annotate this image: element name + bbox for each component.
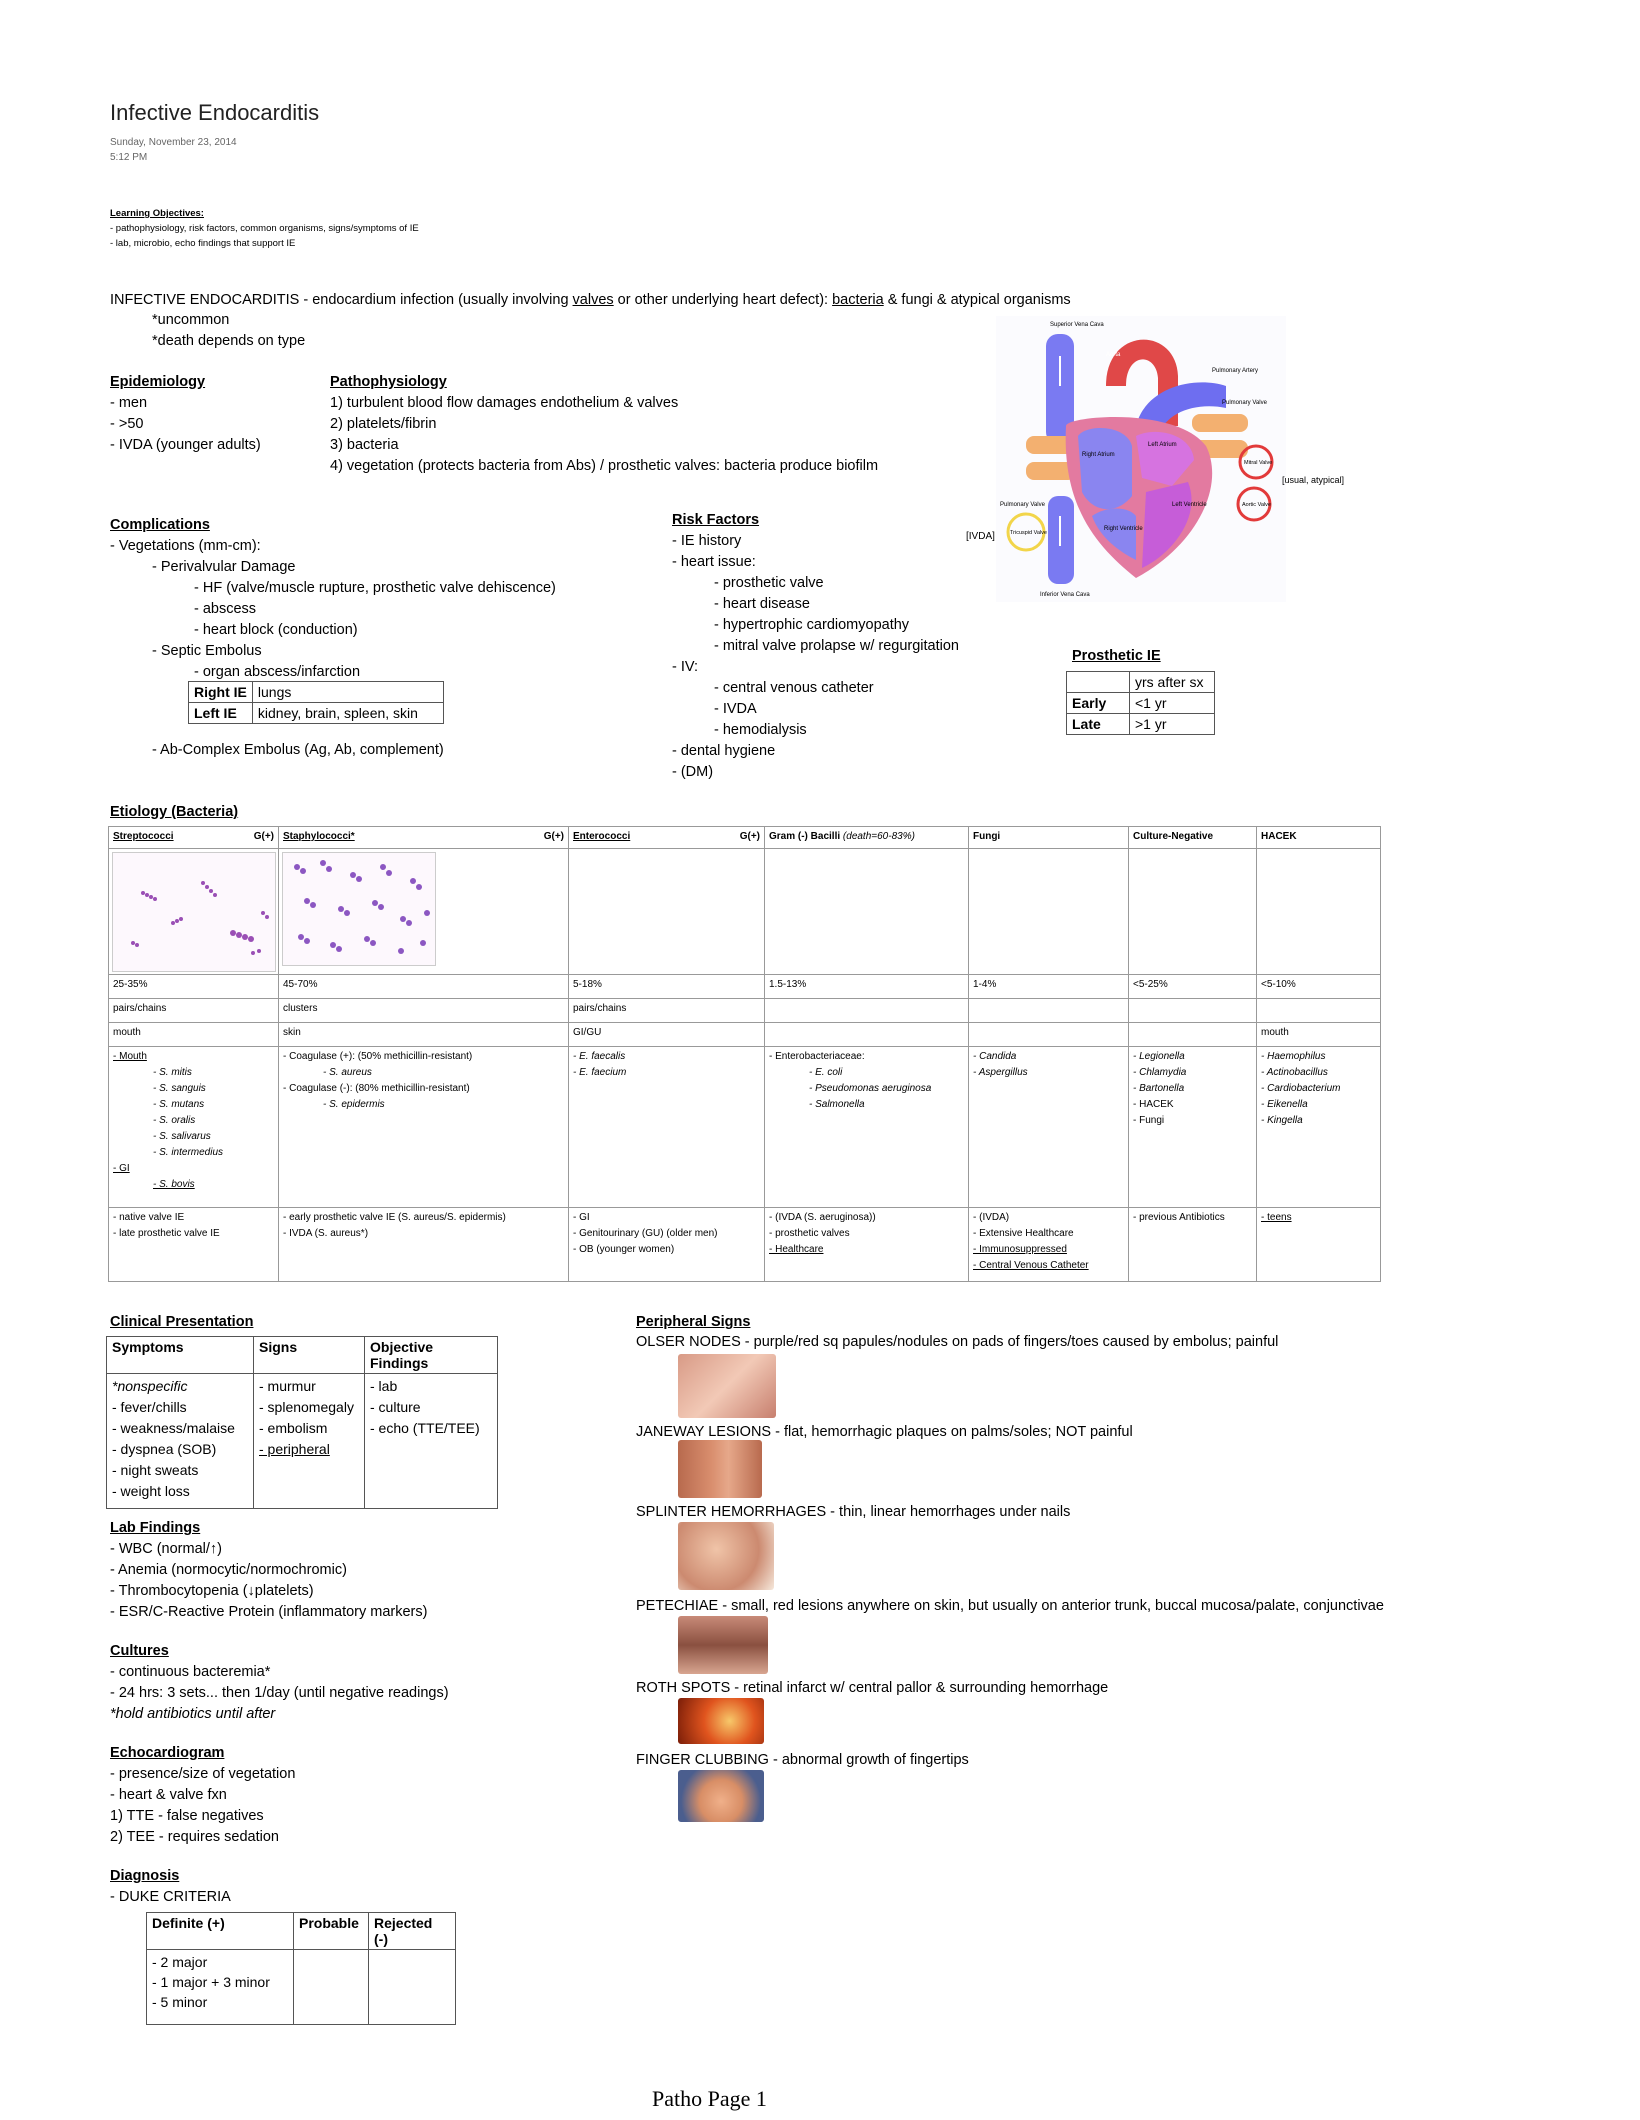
label-pulmonary-valve: Pulmonary Valve (1000, 502, 1045, 508)
etiology-col-header: Enterococci G(+) (569, 827, 765, 849)
definition-mid: or other underlying heart defect): (613, 292, 833, 308)
label-right-atrium: Right Atrium (1082, 452, 1115, 458)
risk-item: - hypertrophic cardiomyopathy (714, 617, 910, 633)
risk-section (672, 510, 959, 783)
etiology-source: skin (279, 1023, 569, 1047)
embolus-side: Left IE (189, 703, 253, 724)
peripheral-sign-osler: OLSER NODES - purple/red sq papules/nodules on pads of fingers/toes caused by embolus; painful (636, 1334, 1279, 1350)
diagnosis-heading: Diagnosis (110, 1868, 180, 1884)
risk-item: - mitral valve prolapse w/ regurgitation (714, 638, 959, 654)
table-row (1067, 714, 1215, 735)
etiology-species: - Candida - Aspergillus (969, 1047, 1129, 1207)
etiology-species: - Mouth - S. mitis - S. sanguis - S. mutans - S. oralis - S. salivarus - S. intermedius - GI - S. bovis (109, 1047, 279, 1207)
etiology-species: - Coagulase (+): (50% methicillin-resistant) - S. aureus - Coagulase (-): (80% methicillin-resistant) - S. epidermis (279, 1047, 569, 1207)
risk-heading: Risk Factors (672, 512, 760, 528)
micrograph-strep-svg (113, 853, 275, 971)
echo-item: - heart & valve fxn (110, 1787, 227, 1803)
clinical-table (106, 1336, 498, 1509)
etiology-species: - Enterobacteriaceae: - E. coli - Pseudomonas aeruginosa - Salmonella (765, 1047, 969, 1207)
etiology-risk: - native valve IE - late prosthetic valve IE (109, 1207, 279, 1281)
culture-item: - continuous bacteremia* (110, 1664, 271, 1680)
table-row (107, 1374, 498, 1509)
culture-item: *hold antibiotics until after (110, 1706, 276, 1722)
diagnosis-definite: - 2 major - 1 major + 3 minor - 5 minor (147, 1950, 294, 2025)
label-left-atrium: Left Atrium (1148, 442, 1177, 448)
etiology-source: mouth (1257, 1023, 1381, 1047)
etiology-source: GI/GU (569, 1023, 765, 1047)
etiology-heading: Etiology (Bacteria) (110, 804, 239, 820)
label-mitral-valve: Mitral Valve (1244, 460, 1273, 466)
micrograph-staph-svg (283, 853, 435, 965)
complication-vegetations: - Vegetations (mm-cm): (110, 538, 261, 554)
complication-item: - heart block (conduction) (194, 622, 358, 638)
etiology-species: - Haemophilus - Actinobacillus - Cardiobacterium - Eikenella - Kingella (1257, 1047, 1381, 1207)
pathophysiology-section (330, 372, 878, 477)
complications-heading: Complications (110, 517, 210, 533)
label-svc: Superior Vena Cava (1050, 322, 1104, 328)
etiology-percent: 5-18% (569, 975, 765, 999)
etiology-shape: pairs/chains (109, 999, 279, 1023)
table-row (109, 1207, 1381, 1281)
etiology-risk: - early prosthetic valve IE (S. aureus/S. epidermis) - IVDA (S. aureus*) (279, 1207, 569, 1281)
finger-clubbing-photo (678, 1770, 764, 1822)
diagnosis-col-header: Rejected (-) (369, 1913, 456, 1950)
diagnosis-col-header: Probable (294, 1913, 369, 1950)
table-row (189, 703, 444, 724)
clinical-heading: Clinical Presentation (110, 1314, 254, 1330)
echo-item: 2) TEE - requires sedation (110, 1829, 279, 1845)
lab-item: - Thrombocytopenia (↓platelets) (110, 1583, 314, 1599)
etiology-percent: 1.5-13% (765, 975, 969, 999)
objectives (110, 206, 419, 251)
page-title: Infective Endocarditis (110, 100, 320, 125)
streptococci-micrograph (112, 852, 276, 972)
page-footer: Patho Page 1 (652, 2086, 767, 2111)
definition-bacteria: bacteria (832, 292, 884, 308)
table-row (109, 975, 1381, 999)
risk-item: - heart disease (714, 596, 810, 612)
etiology-percent: <5-10% (1257, 975, 1381, 999)
heart-annotation-ivda: [IVDA] (966, 531, 995, 542)
diagnosis-subheading: - DUKE CRITERIA (110, 1889, 231, 1905)
objective-item: - pathophysiology, risk factors, common organisms, signs/symptoms of IE (110, 223, 419, 234)
clinical-col-header: Signs (254, 1337, 365, 1374)
label-pulmonary-artery: Pulmonary Artery (1212, 368, 1259, 374)
splinter-hemorrhages-photo (678, 1522, 774, 1590)
etiology-percent: <5-25% (1129, 975, 1257, 999)
epidemiology-item: - men (110, 395, 148, 411)
etiology-shape: clusters (279, 999, 569, 1023)
table-row (107, 1337, 498, 1374)
risk-item: - hemodialysis (714, 722, 807, 738)
label-left-ventricle: Left Ventricle (1172, 502, 1207, 508)
clinical-col-header: Objective Findings (365, 1337, 498, 1374)
peripheral-sign-petechiae: PETECHIAE - small, red lesions anywhere on skin, but usually on anterior trunk, buccal mucosa/palate, conjunctivae (636, 1598, 1384, 1614)
prosthetic-value: >1 yr (1130, 714, 1215, 735)
heart-diagram (996, 316, 1286, 602)
objectives-heading: Learning Objectives: (110, 208, 204, 219)
risk-item: - central venous catheter (714, 680, 874, 696)
janeway-lesions-photo (678, 1440, 762, 1498)
etiology-percent: 45-70% (279, 975, 569, 999)
page-time: 5:12 PM (110, 152, 148, 163)
page-date: Sunday, November 23, 2014 (110, 137, 237, 148)
culture-item: - 24 hrs: 3 sets... then 1/day (until negative readings) (110, 1685, 449, 1701)
lab-section (110, 1518, 427, 1623)
petechiae-photo (678, 1616, 768, 1674)
pathophysiology-item: 4) vegetation (protects bacteria from Abs) / prosthetic valves: bacteria produce biofilm (330, 458, 879, 474)
pathophysiology-item: 3) bacteria (330, 437, 399, 453)
embolus-sites: kidney, brain, spleen, skin (252, 703, 443, 724)
table-row (109, 999, 1381, 1023)
table-row (147, 1950, 456, 2025)
etiology-risk: - GI - Genitourinary (GU) (older men) - OB (younger women) (569, 1207, 765, 1281)
risk-item: - heart issue: (672, 554, 756, 570)
definition-valves: valves (572, 292, 614, 308)
etiology-risk: - (IVDA) - Extensive Healthcare - Immunosuppressed - Central Venous Catheter (969, 1207, 1129, 1281)
table-row (189, 682, 444, 703)
heart-annotation-usual: [usual, atypical] (1282, 475, 1345, 485)
cultures-section (110, 1641, 449, 1725)
prosthetic-label: Late (1067, 714, 1130, 735)
complication-item: - abscess (194, 601, 257, 617)
risk-item: - prosthetic valve (714, 575, 824, 591)
table-row (1067, 693, 1215, 714)
diagnosis-section (110, 1866, 231, 1908)
prosthetic-col-header: yrs after sx (1130, 672, 1215, 693)
definition-lead: INFECTIVE ENDOCARDITIS - endocardium infection (usually involving (110, 292, 573, 308)
echo-item: 1) TTE - false negatives (110, 1808, 264, 1824)
osler-nodes-photo (678, 1354, 776, 1418)
etiology-percent: 25-35% (109, 975, 279, 999)
etiology-col-header: Gram (-) Bacilli (death=60-83%) (765, 827, 969, 849)
diagnosis-table (146, 1912, 456, 2025)
etiology-col-header: Fungi (969, 827, 1129, 849)
etiology-risk: - previous Antibiotics (1129, 1207, 1257, 1281)
table-row (109, 827, 1381, 849)
table-row (109, 1047, 1381, 1207)
prosthetic-label: Early (1067, 693, 1130, 714)
complication-septic: - Septic Embolus (152, 643, 262, 659)
risk-item: - IV: (672, 659, 699, 675)
epidemiology-heading: Epidemiology (110, 374, 206, 390)
cultures-heading: Cultures (110, 1643, 169, 1659)
etiology-shape: pairs/chains (569, 999, 765, 1023)
label-aorta: Aorta (1106, 352, 1121, 358)
peripheral-heading: Peripheral Signs (636, 1314, 751, 1330)
lab-item: - WBC (normal/↑) (110, 1541, 222, 1557)
pathophysiology-item: 1) turbulent blood flow damages endothelium & valves (330, 395, 679, 411)
etiology-species: - E. faecalis - E. faecium (569, 1047, 765, 1207)
echo-section (110, 1743, 295, 1848)
peripheral-sign-splinter: SPLINTER HEMORRHAGES - thin, linear hemorrhages under nails (636, 1504, 1071, 1520)
heart-illustration (996, 316, 1286, 602)
complication-item: - HF (valve/muscle rupture, prosthetic valve dehiscence) (194, 580, 556, 596)
roth-spots-photo (678, 1698, 764, 1744)
peripheral-sign-clubbing: FINGER CLUBBING - abnormal growth of fingertips (636, 1752, 969, 1768)
prosthetic-value: <1 yr (1130, 693, 1215, 714)
label-tricuspid-valve: Tricuspid Valve (1010, 530, 1047, 536)
risk-item: - IE history (672, 533, 742, 549)
lab-heading: Lab Findings (110, 1520, 201, 1536)
staphylococci-micrograph (282, 852, 436, 966)
risk-item: - dental hygiene (672, 743, 776, 759)
table-row (1067, 672, 1215, 693)
etiology-species: - Legionella - Chlamydia - Bartonella - HACEK - Fungi (1129, 1047, 1257, 1207)
complication-ab-complex: - Ab-Complex Embolus (Ag, Ab, complement) (152, 742, 444, 758)
etiology-risk: - (IVDA (S. aeruginosa)) - prosthetic valves - Healthcare (765, 1207, 969, 1281)
peripheral-sign-roth: ROTH SPOTS - retinal infarct w/ central pallor & surrounding hemorrhage (636, 1680, 1109, 1696)
label-pulmonary-valve-top: Pulmonary Valve (1222, 400, 1267, 406)
prosthetic-heading: Prosthetic IE (1072, 648, 1161, 664)
echo-item: - presence/size of vegetation (110, 1766, 296, 1782)
definition (110, 290, 1071, 311)
lab-item: - ESR/C-Reactive Protein (inflammatory markers) (110, 1604, 428, 1620)
table-row (109, 1023, 1381, 1047)
etiology-col-header: Culture-Negative (1129, 827, 1257, 849)
pathophysiology-heading: Pathophysiology (330, 374, 447, 390)
etiology-col-header: Streptococci G(+) (109, 827, 279, 849)
definition-note: *death depends on type (152, 333, 306, 349)
etiology-risk: - teens (1257, 1207, 1381, 1281)
embolus-sites: lungs (252, 682, 443, 703)
definition-notes (152, 310, 305, 352)
lab-item: - Anemia (normocytic/normochromic) (110, 1562, 347, 1578)
diagnosis-col-header: Definite (+) (147, 1913, 294, 1950)
definition-note: *uncommon (152, 312, 230, 328)
definition-tail: & fungi & atypical organisms (883, 292, 1071, 308)
epidemiology-section (110, 372, 261, 456)
embolus-table (188, 681, 444, 724)
clinical-symptoms: *nonspecific - fever/chills - weakness/malaise - dyspnea (SOB) - night sweats - weight loss (107, 1374, 254, 1509)
etiology-col-header: HACEK (1257, 827, 1381, 849)
risk-item: - IVDA (714, 701, 757, 717)
label-right-ventricle: Right Ventricle (1104, 526, 1143, 532)
table-row (147, 1913, 456, 1950)
risk-item: - (DM) (672, 764, 714, 780)
clinical-signs: - murmur - splenomegaly - embolism - peripheral (254, 1374, 365, 1509)
peripheral-sign-janeway: JANEWAY LESIONS - flat, hemorrhagic plaques on palms/soles; NOT painful (636, 1424, 1133, 1440)
etiology-col-header: Staphylococci* G(+) (279, 827, 569, 849)
pathophysiology-item: 2) platelets/fibrin (330, 416, 437, 432)
label-ivc: Inferior Vena Cava (1040, 592, 1090, 598)
prosthetic-table (1066, 671, 1215, 735)
epidemiology-item: - >50 (110, 416, 144, 432)
complication-item: - organ abscess/infarction (194, 664, 361, 680)
clinical-objective: - lab - culture - echo (TTE/TEE) (365, 1374, 498, 1509)
epidemiology-item: - IVDA (younger adults) (110, 437, 261, 453)
objective-item: - lab, microbio, echo findings that support IE (110, 238, 296, 249)
clinical-col-header: Symptoms (107, 1337, 254, 1374)
complications-section (110, 515, 556, 683)
echo-heading: Echocardiogram (110, 1745, 225, 1761)
etiology-source: mouth (109, 1023, 279, 1047)
etiology-percent: 1-4% (969, 975, 1129, 999)
label-aortic-valve: Aortic Valve (1242, 502, 1271, 508)
embolus-side: Right IE (189, 682, 253, 703)
complication-perivalvular: - Perivalvular Damage (152, 559, 296, 575)
